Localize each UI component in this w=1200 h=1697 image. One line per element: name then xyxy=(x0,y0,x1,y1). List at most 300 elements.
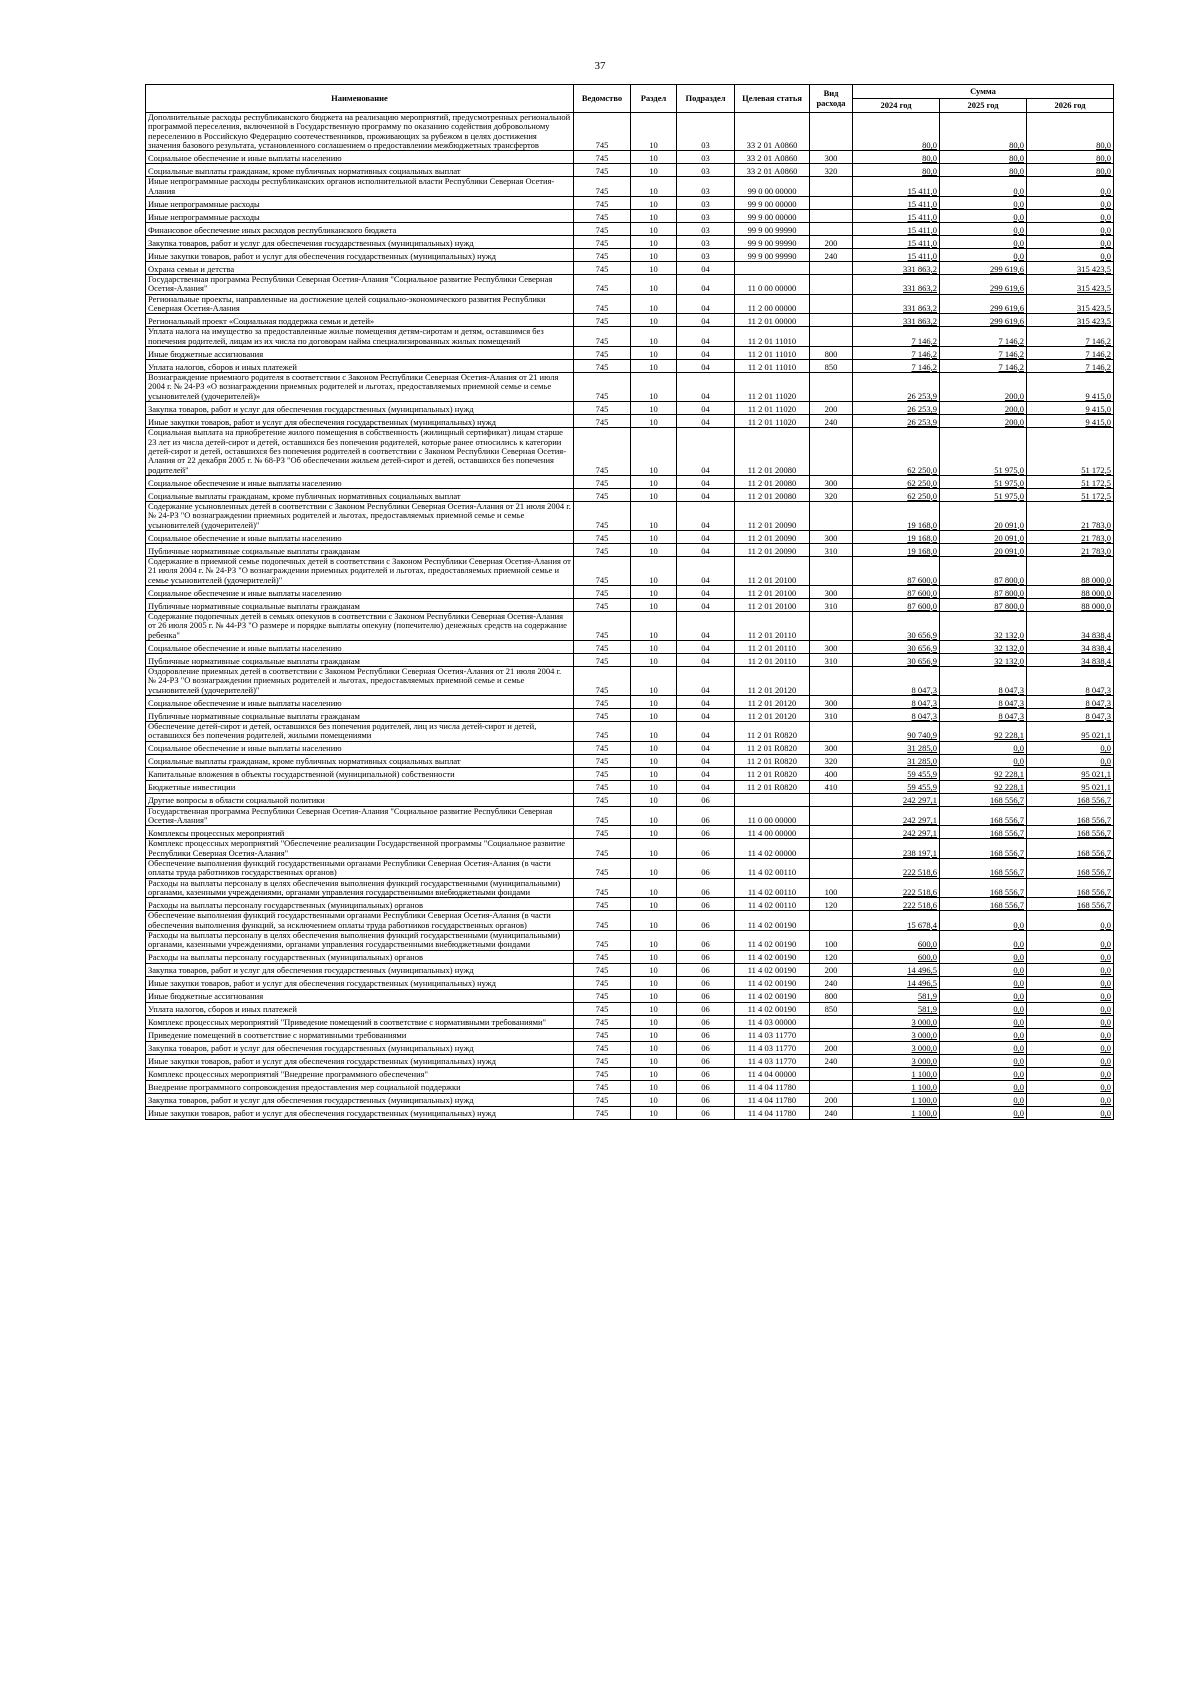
cell-ved: 745 xyxy=(574,878,631,898)
cell-2026: 0,0 xyxy=(1027,1067,1114,1080)
cell-2026: 0,0 xyxy=(1027,989,1114,1002)
cell-2024: 242 297,1 xyxy=(853,826,940,839)
cell-2026: 0,0 xyxy=(1027,1015,1114,1028)
cell-name: Социальные выплаты гражданам, кроме публичных нормативных социальных выплат xyxy=(146,488,574,501)
cell-razdel: 10 xyxy=(631,210,677,223)
cell-2026: 9 415,0 xyxy=(1027,415,1114,428)
table-row xyxy=(146,360,1114,373)
cell-podrazdel: 06 xyxy=(677,839,735,859)
table-row xyxy=(146,530,1114,543)
table-row xyxy=(146,415,1114,428)
cell-2024: 30 656,9 xyxy=(853,640,940,653)
cell-2025: 0,0 xyxy=(940,236,1027,249)
cell-ved: 745 xyxy=(574,197,631,210)
table-row xyxy=(146,741,1114,754)
cell-podrazdel: 06 xyxy=(677,1002,735,1015)
cell-vid xyxy=(810,223,853,236)
cell-ved: 745 xyxy=(574,475,631,488)
cell-razdel: 10 xyxy=(631,666,677,695)
cell-2026: 9 415,0 xyxy=(1027,402,1114,415)
cell-ved: 745 xyxy=(574,530,631,543)
cell-2025: 168 556,7 xyxy=(940,878,1027,898)
table-row xyxy=(146,197,1114,210)
cell-razdel: 10 xyxy=(631,1067,677,1080)
cell-vid xyxy=(810,826,853,839)
cell-name: Социальное обеспечение и иные выплаты населению xyxy=(146,530,574,543)
cell-name: Комплексы процессных мероприятий xyxy=(146,826,574,839)
cell-vid xyxy=(810,210,853,223)
cell-razdel: 10 xyxy=(631,415,677,428)
cell-2025: 299 619,6 xyxy=(940,262,1027,275)
cell-target xyxy=(735,793,810,806)
cell-2026: 8 047,3 xyxy=(1027,696,1114,709)
cell-2025: 80,0 xyxy=(940,151,1027,164)
cell-2025: 0,0 xyxy=(940,1041,1027,1054)
cell-2026: 51 172,5 xyxy=(1027,475,1114,488)
cell-name: Обеспечение выполнения функций государственными органами Республики Северная Осетия-Алания (в части оплаты труда работников государственных органов) xyxy=(146,859,574,879)
cell-2025: 32 132,0 xyxy=(940,640,1027,653)
cell-2025: 8 047,3 xyxy=(940,709,1027,722)
cell-podrazdel: 06 xyxy=(677,806,735,826)
cell-vid: 300 xyxy=(810,640,853,653)
cell-target: 11 4 02 00190 xyxy=(735,931,810,951)
cell-podrazdel: 04 xyxy=(677,696,735,709)
cell-2025: 0,0 xyxy=(940,741,1027,754)
cell-2024: 15 411,0 xyxy=(853,249,940,262)
cell-vid xyxy=(810,501,853,530)
cell-2024: 15 411,0 xyxy=(853,197,940,210)
cell-vid: 320 xyxy=(810,488,853,501)
cell-2026: 315 423,5 xyxy=(1027,275,1114,295)
cell-2024: 331 863,2 xyxy=(853,262,940,275)
cell-2024: 90 740,9 xyxy=(853,722,940,742)
cell-podrazdel: 06 xyxy=(677,826,735,839)
cell-ved: 745 xyxy=(574,585,631,598)
cell-2024: 7 146,2 xyxy=(853,360,940,373)
table-row xyxy=(146,963,1114,976)
cell-name: Содержание подопечных детей в семьях опекунов в соответствии с Законом Республики Северная Осетия-Алания от 26 июля 2005 г. № 44-РЗ "О размере и порядке выплаты опекуну (попечителю) денежных средств на содержание ребенка" xyxy=(146,611,574,640)
cell-2025: 80,0 xyxy=(940,113,1027,151)
cell-2024: 3 000,0 xyxy=(853,1015,940,1028)
cell-vid: 200 xyxy=(810,402,853,415)
cell-2024: 19 168,0 xyxy=(853,543,940,556)
cell-2026: 88 000,0 xyxy=(1027,556,1114,585)
cell-vid xyxy=(810,428,853,476)
cell-2024: 8 047,3 xyxy=(853,696,940,709)
table-row xyxy=(146,327,1114,347)
cell-2026: 168 556,7 xyxy=(1027,878,1114,898)
table-row xyxy=(146,428,1114,476)
cell-vid: 300 xyxy=(810,475,853,488)
cell-vid: 240 xyxy=(810,1054,853,1067)
table-row xyxy=(146,488,1114,501)
table-row xyxy=(146,1106,1114,1119)
cell-razdel: 10 xyxy=(631,976,677,989)
cell-razdel: 10 xyxy=(631,543,677,556)
cell-2024: 331 863,2 xyxy=(853,275,940,295)
cell-2025: 8 047,3 xyxy=(940,696,1027,709)
cell-ved: 745 xyxy=(574,741,631,754)
table-row xyxy=(146,151,1114,164)
cell-2025: 0,0 xyxy=(940,963,1027,976)
cell-target: 99 0 00 00000 xyxy=(735,177,810,197)
cell-ved: 745 xyxy=(574,911,631,931)
cell-name: Региональный проект «Социальная поддержка семьи и детей» xyxy=(146,314,574,327)
cell-podrazdel: 04 xyxy=(677,327,735,347)
cell-2024: 62 250,0 xyxy=(853,488,940,501)
cell-2026: 80,0 xyxy=(1027,113,1114,151)
cell-vid: 800 xyxy=(810,347,853,360)
cell-vid xyxy=(810,327,853,347)
cell-ved: 745 xyxy=(574,780,631,793)
cell-target: 11 2 01 11020 xyxy=(735,402,810,415)
table-row xyxy=(146,911,1114,931)
cell-2025: 0,0 xyxy=(940,989,1027,1002)
cell-name: Уплата налогов, сборов и иных платежей xyxy=(146,1002,574,1015)
cell-ved: 745 xyxy=(574,859,631,879)
cell-vid xyxy=(810,373,853,402)
cell-2025: 0,0 xyxy=(940,177,1027,197)
cell-razdel: 10 xyxy=(631,1041,677,1054)
table-row xyxy=(146,177,1114,197)
cell-target: 11 4 04 11780 xyxy=(735,1080,810,1093)
cell-name: Социальное обеспечение и иные выплаты населению xyxy=(146,475,574,488)
cell-ved: 745 xyxy=(574,963,631,976)
cell-ved: 745 xyxy=(574,314,631,327)
cell-podrazdel: 04 xyxy=(677,314,735,327)
cell-target: 11 4 03 00000 xyxy=(735,1015,810,1028)
cell-vid: 300 xyxy=(810,151,853,164)
cell-name: Другие вопросы в области социальной политики xyxy=(146,793,574,806)
cell-ved: 745 xyxy=(574,501,631,530)
table-row xyxy=(146,709,1114,722)
cell-target: 11 2 01 11020 xyxy=(735,373,810,402)
table-row xyxy=(146,1002,1114,1015)
table-row xyxy=(146,931,1114,951)
cell-razdel: 10 xyxy=(631,1002,677,1015)
cell-vid: 310 xyxy=(810,598,853,611)
table-row xyxy=(146,696,1114,709)
cell-name: Государственная программа Республики Северная Осетия-Алания "Социальное развитие Республики Северная Осетия-Алания" xyxy=(146,806,574,826)
cell-name: Расходы на выплаты персоналу государственных (муниципальных) органов xyxy=(146,898,574,911)
cell-razdel: 10 xyxy=(631,806,677,826)
cell-name: Публичные нормативные социальные выплаты гражданам xyxy=(146,653,574,666)
cell-name: Социальное обеспечение и иные выплаты населению xyxy=(146,585,574,598)
table-row xyxy=(146,249,1114,262)
cell-vid: 300 xyxy=(810,696,853,709)
cell-target: 11 4 02 00190 xyxy=(735,911,810,931)
cell-name: Публичные нормативные социальные выплаты гражданам xyxy=(146,598,574,611)
table-row xyxy=(146,826,1114,839)
cell-podrazdel: 04 xyxy=(677,598,735,611)
cell-target: 33 2 01 А0860 xyxy=(735,113,810,151)
cell-ved: 745 xyxy=(574,931,631,951)
cell-podrazdel: 04 xyxy=(677,722,735,742)
cell-razdel: 10 xyxy=(631,709,677,722)
cell-2025: 200,0 xyxy=(940,373,1027,402)
table-row xyxy=(146,754,1114,767)
cell-ved: 745 xyxy=(574,754,631,767)
cell-name: Социальное обеспечение и иные выплаты населению xyxy=(146,696,574,709)
cell-ved: 745 xyxy=(574,1041,631,1054)
cell-vid: 200 xyxy=(810,1093,853,1106)
cell-2025: 92 228,1 xyxy=(940,780,1027,793)
table-row xyxy=(146,164,1114,177)
cell-2026: 21 783,0 xyxy=(1027,501,1114,530)
cell-razdel: 10 xyxy=(631,347,677,360)
cell-razdel: 10 xyxy=(631,275,677,295)
cell-target: 11 2 01 20120 xyxy=(735,666,810,695)
cell-2025: 0,0 xyxy=(940,1054,1027,1067)
cell-2024: 26 253,9 xyxy=(853,373,940,402)
cell-podrazdel: 04 xyxy=(677,262,735,275)
cell-name: Обеспечение выполнения функций государственными органами Республики Северная Осетия-Алания (в части обеспечения выполнения функций, за исключением оплаты труда работников государственных органов) xyxy=(146,911,574,931)
cell-razdel: 10 xyxy=(631,598,677,611)
cell-razdel: 10 xyxy=(631,780,677,793)
cell-razdel: 10 xyxy=(631,931,677,951)
cell-name: Капитальные вложения в объекты государственной (муниципальной) собственности xyxy=(146,767,574,780)
cell-name: Иные закупки товаров, работ и услуг для обеспечения государственных (муниципальных) нужд xyxy=(146,249,574,262)
cell-name: Региональные проекты, направленные на достижение целей социально-экономического развития Республики Северная Осетия-Алания xyxy=(146,294,574,314)
cell-vid xyxy=(810,1080,853,1093)
cell-2024: 238 197,1 xyxy=(853,839,940,859)
cell-podrazdel: 04 xyxy=(677,653,735,666)
cell-2026: 0,0 xyxy=(1027,1054,1114,1067)
cell-2026: 0,0 xyxy=(1027,1028,1114,1041)
cell-target: 11 4 00 00000 xyxy=(735,826,810,839)
cell-target: 11 2 01 20110 xyxy=(735,640,810,653)
cell-2024: 3 000,0 xyxy=(853,1054,940,1067)
cell-vid: 320 xyxy=(810,164,853,177)
cell-target: 11 0 00 00000 xyxy=(735,275,810,295)
cell-2026: 168 556,7 xyxy=(1027,826,1114,839)
cell-podrazdel: 06 xyxy=(677,1041,735,1054)
cell-vid: 200 xyxy=(810,963,853,976)
cell-ved: 745 xyxy=(574,415,631,428)
cell-2025: 32 132,0 xyxy=(940,611,1027,640)
table-row xyxy=(146,314,1114,327)
cell-razdel: 10 xyxy=(631,113,677,151)
cell-name: Закупка товаров, работ и услуг для обеспечения государственных (муниципальных) нужд xyxy=(146,1093,574,1106)
cell-razdel: 10 xyxy=(631,767,677,780)
cell-2024: 15 411,0 xyxy=(853,210,940,223)
cell-razdel: 10 xyxy=(631,556,677,585)
page-number: 37 xyxy=(594,60,606,72)
cell-podrazdel: 06 xyxy=(677,1080,735,1093)
cell-ved: 745 xyxy=(574,113,631,151)
cell-2024: 222 518,6 xyxy=(853,878,940,898)
cell-vid xyxy=(810,197,853,210)
cell-ved: 745 xyxy=(574,767,631,780)
cell-2026: 9 415,0 xyxy=(1027,373,1114,402)
cell-2026: 34 838,4 xyxy=(1027,611,1114,640)
cell-name: Социальная выплата на приобретение жилого помещения в собственность (жилищный сертификат) лицам старше 23 лет из числа детей-сирот и детей, оставшихся без попечения родителей, которые ранее относились к категории детей-сирот и детей, оставшихся без попечения родителей в соответствии с Законом Республики Северная Осетия-Алания от 22 декабря 2005 г. № 68-РЗ "Об обеспечении жильем детей-сирот и детей, оставшихся без попечения родителей" xyxy=(146,428,574,476)
cell-2024: 87 600,0 xyxy=(853,598,940,611)
cell-2026: 95 021,1 xyxy=(1027,767,1114,780)
cell-2024: 600,0 xyxy=(853,950,940,963)
cell-podrazdel: 04 xyxy=(677,585,735,598)
table-row xyxy=(146,653,1114,666)
cell-name: Комплекс процессных мероприятий "Обеспечение реализации Государственной программы "Социальное развитие Республики Северная Осетия-Алания" xyxy=(146,839,574,859)
table-row xyxy=(146,1028,1114,1041)
cell-2025: 299 619,6 xyxy=(940,294,1027,314)
cell-podrazdel: 06 xyxy=(677,989,735,1002)
cell-podrazdel: 06 xyxy=(677,950,735,963)
cell-2025: 7 146,2 xyxy=(940,347,1027,360)
cell-2026: 168 556,7 xyxy=(1027,859,1114,879)
cell-podrazdel: 03 xyxy=(677,223,735,236)
cell-2024: 80,0 xyxy=(853,164,940,177)
cell-target: 11 2 01 20120 xyxy=(735,696,810,709)
cell-razdel: 10 xyxy=(631,793,677,806)
cell-ved: 745 xyxy=(574,696,631,709)
header-sum: Сумма xyxy=(853,85,1114,99)
cell-razdel: 10 xyxy=(631,249,677,262)
cell-vid: 850 xyxy=(810,1002,853,1015)
cell-2026: 88 000,0 xyxy=(1027,585,1114,598)
cell-razdel: 10 xyxy=(631,963,677,976)
cell-podrazdel: 06 xyxy=(677,793,735,806)
cell-2024: 14 496,5 xyxy=(853,963,940,976)
cell-ved: 745 xyxy=(574,611,631,640)
cell-podrazdel: 03 xyxy=(677,177,735,197)
cell-podrazdel: 04 xyxy=(677,488,735,501)
cell-2025: 8 047,3 xyxy=(940,666,1027,695)
cell-2026: 0,0 xyxy=(1027,950,1114,963)
cell-target: 11 4 02 00190 xyxy=(735,989,810,1002)
cell-razdel: 10 xyxy=(631,741,677,754)
cell-2025: 168 556,7 xyxy=(940,793,1027,806)
cell-podrazdel: 03 xyxy=(677,236,735,249)
cell-name: Дополнительные расходы республиканского бюджета на реализацию мероприятий, предусмотренных региональной программой переселения, включенной в Государственную программу по оказанию содействия добровольному переселению в Российскую Федерацию соотечественников, проживающих за рубежом в целях достижения значения базового результата, установленного соглашением о предоставлении межбюджетных трансфертов xyxy=(146,113,574,151)
cell-vid xyxy=(810,806,853,826)
cell-target: 11 4 03 11770 xyxy=(735,1028,810,1041)
cell-2024: 31 285,0 xyxy=(853,754,940,767)
cell-2024: 581,9 xyxy=(853,1002,940,1015)
cell-target: 11 4 02 00110 xyxy=(735,898,810,911)
cell-vid xyxy=(810,839,853,859)
cell-razdel: 10 xyxy=(631,826,677,839)
cell-razdel: 10 xyxy=(631,488,677,501)
cell-name: Иные непрограммные расходы xyxy=(146,210,574,223)
cell-2026: 315 423,5 xyxy=(1027,262,1114,275)
cell-razdel: 10 xyxy=(631,262,677,275)
cell-2026: 315 423,5 xyxy=(1027,294,1114,314)
cell-podrazdel: 04 xyxy=(677,501,735,530)
cell-ved: 745 xyxy=(574,950,631,963)
cell-2026: 51 172,5 xyxy=(1027,428,1114,476)
table-row xyxy=(146,806,1114,826)
cell-ved: 745 xyxy=(574,262,631,275)
cell-2026: 315 423,5 xyxy=(1027,314,1114,327)
cell-ved: 745 xyxy=(574,640,631,653)
cell-target: 11 4 04 11780 xyxy=(735,1093,810,1106)
cell-ved: 745 xyxy=(574,709,631,722)
table-row xyxy=(146,950,1114,963)
cell-razdel: 10 xyxy=(631,197,677,210)
cell-2025: 51 975,0 xyxy=(940,475,1027,488)
cell-vid: 300 xyxy=(810,585,853,598)
cell-2025: 0,0 xyxy=(940,249,1027,262)
cell-name: Иные закупки товаров, работ и услуг для обеспечения государственных (муниципальных) нужд xyxy=(146,415,574,428)
cell-2025: 299 619,6 xyxy=(940,314,1027,327)
cell-2026: 0,0 xyxy=(1027,911,1114,931)
cell-2024: 242 297,1 xyxy=(853,806,940,826)
cell-vid: 100 xyxy=(810,931,853,951)
cell-2024: 1 100,0 xyxy=(853,1093,940,1106)
cell-vid: 400 xyxy=(810,767,853,780)
cell-vid: 200 xyxy=(810,236,853,249)
cell-2025: 80,0 xyxy=(940,164,1027,177)
cell-target: 11 2 01 R0820 xyxy=(735,722,810,742)
cell-name: Содержание усыновленных детей в соответствии с Законом Республики Северная Осетия-Алания от 21 июля 2004 г. № 24-РЗ "О вознаграждении приемных родителей и льготах, предоставляемых приемной семье и семье усыновителей (удочерителей)" xyxy=(146,501,574,530)
cell-podrazdel: 06 xyxy=(677,859,735,879)
cell-podrazdel: 06 xyxy=(677,976,735,989)
cell-podrazdel: 04 xyxy=(677,754,735,767)
cell-podrazdel: 03 xyxy=(677,164,735,177)
cell-2024: 1 100,0 xyxy=(853,1106,940,1119)
cell-ved: 745 xyxy=(574,347,631,360)
cell-2024: 62 250,0 xyxy=(853,475,940,488)
cell-vid: 300 xyxy=(810,530,853,543)
cell-name: Иные непрограммные расходы xyxy=(146,197,574,210)
cell-2026: 34 838,4 xyxy=(1027,653,1114,666)
cell-podrazdel: 06 xyxy=(677,1093,735,1106)
cell-2026: 7 146,2 xyxy=(1027,327,1114,347)
cell-ved: 745 xyxy=(574,666,631,695)
cell-target: 11 4 02 00110 xyxy=(735,878,810,898)
cell-ved: 745 xyxy=(574,249,631,262)
cell-2026: 21 783,0 xyxy=(1027,530,1114,543)
cell-razdel: 10 xyxy=(631,236,677,249)
cell-podrazdel: 04 xyxy=(677,556,735,585)
cell-podrazdel: 06 xyxy=(677,911,735,931)
cell-podrazdel: 06 xyxy=(677,1028,735,1041)
cell-2024: 331 863,2 xyxy=(853,314,940,327)
table-row xyxy=(146,839,1114,859)
header-2026: 2026 год xyxy=(1027,99,1114,113)
cell-2024: 30 656,9 xyxy=(853,611,940,640)
cell-2024: 87 600,0 xyxy=(853,585,940,598)
cell-2024: 1 100,0 xyxy=(853,1080,940,1093)
cell-podrazdel: 03 xyxy=(677,210,735,223)
cell-2025: 87 800,0 xyxy=(940,598,1027,611)
table-row xyxy=(146,666,1114,695)
cell-2024: 7 146,2 xyxy=(853,327,940,347)
cell-2026: 0,0 xyxy=(1027,963,1114,976)
cell-podrazdel: 04 xyxy=(677,767,735,780)
cell-name: Иные закупки товаров, работ и услуг для обеспечения государственных (муниципальных) нужд xyxy=(146,1106,574,1119)
cell-name: Расходы на выплаты персоналу государственных (муниципальных) органов xyxy=(146,950,574,963)
cell-target: 11 2 01 R0820 xyxy=(735,780,810,793)
cell-2024: 222 518,6 xyxy=(853,898,940,911)
cell-name: Уплата налогов, сборов и иных платежей xyxy=(146,360,574,373)
cell-ved: 745 xyxy=(574,793,631,806)
cell-2024: 3 000,0 xyxy=(853,1028,940,1041)
header-ved: Ведомство xyxy=(574,85,631,113)
cell-target: 99 9 00 99990 xyxy=(735,249,810,262)
cell-vid xyxy=(810,314,853,327)
cell-razdel: 10 xyxy=(631,151,677,164)
table-row xyxy=(146,402,1114,415)
cell-vid xyxy=(810,556,853,585)
cell-target: 11 2 01 11010 xyxy=(735,347,810,360)
cell-podrazdel: 04 xyxy=(677,709,735,722)
cell-razdel: 10 xyxy=(631,1028,677,1041)
cell-2025: 200,0 xyxy=(940,402,1027,415)
cell-target: 11 4 02 00000 xyxy=(735,839,810,859)
cell-razdel: 10 xyxy=(631,839,677,859)
